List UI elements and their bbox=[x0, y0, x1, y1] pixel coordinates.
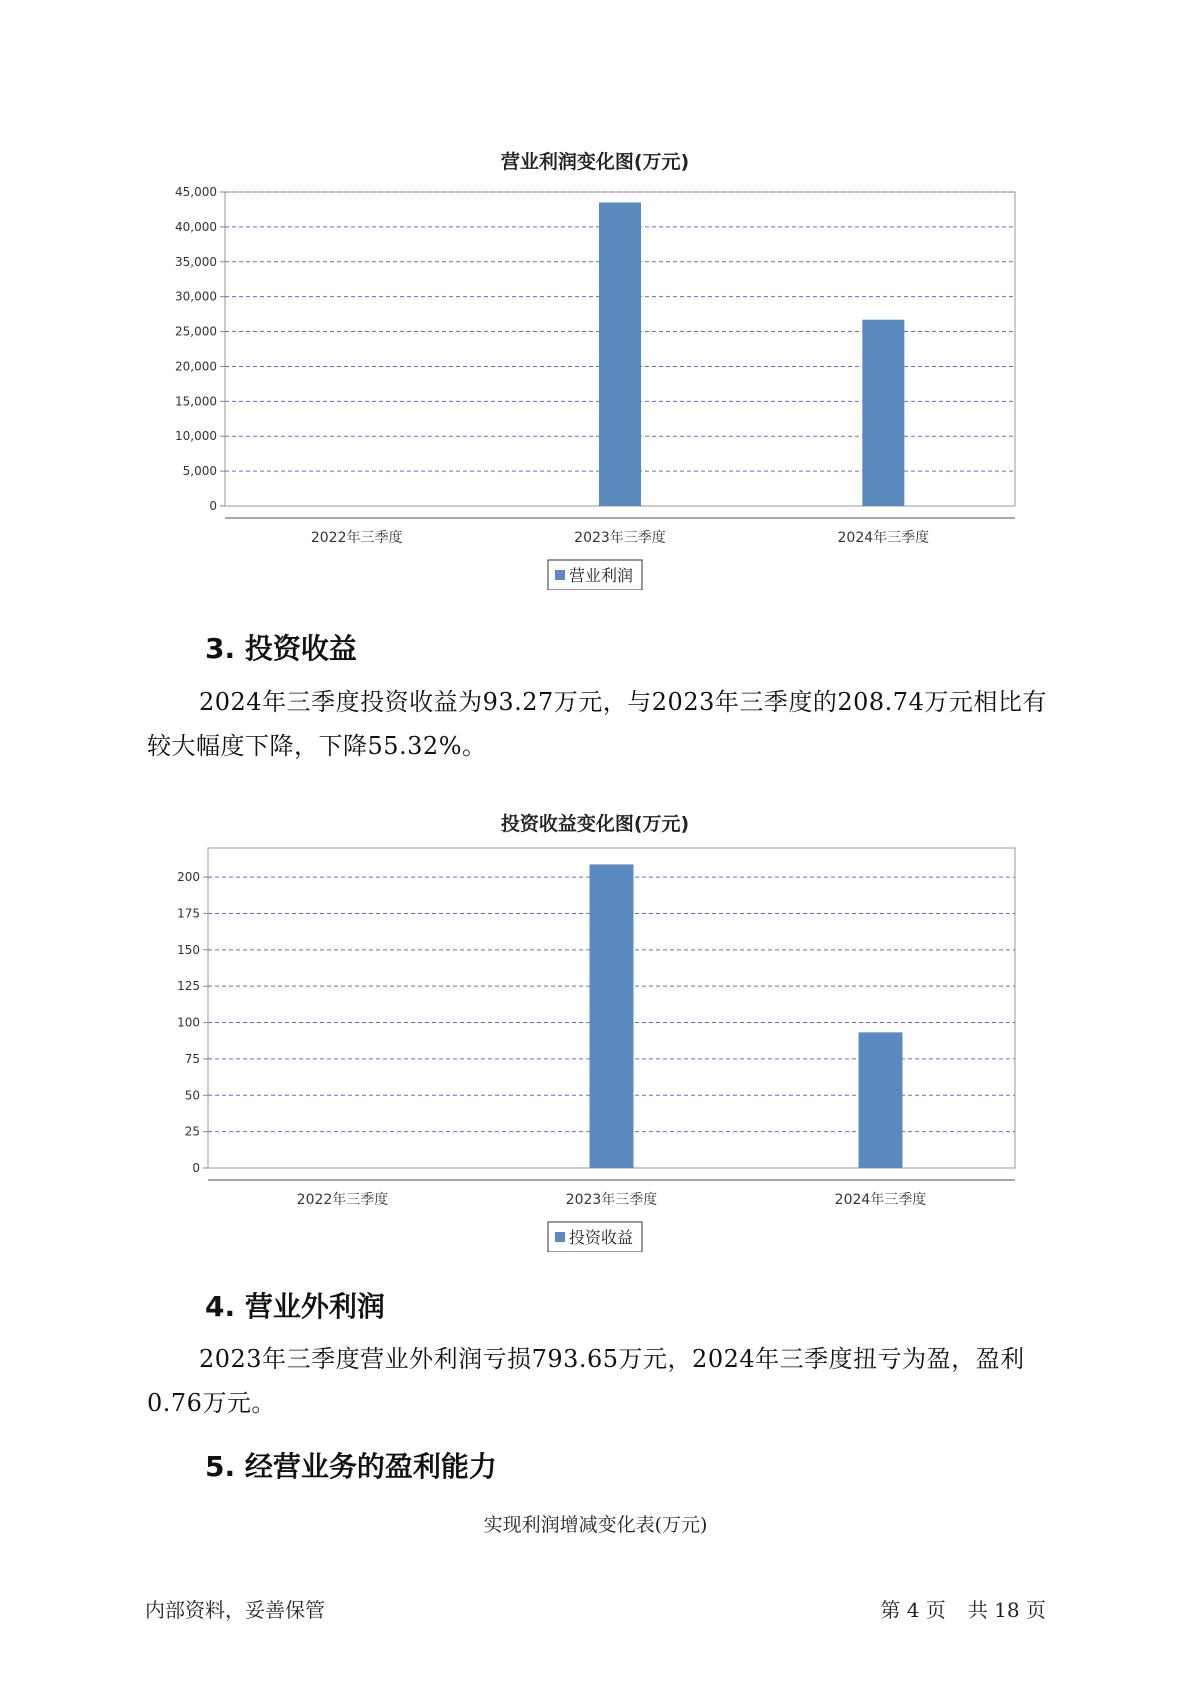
y-tick-label: 150 bbox=[177, 942, 200, 957]
section-4-heading: 4. 营业外利润 bbox=[205, 1290, 385, 1323]
y-tick-label: 175 bbox=[177, 906, 200, 921]
footer-page-info bbox=[880, 1594, 1046, 1623]
y-tick-label: 35,000 bbox=[175, 254, 217, 269]
legend-label: 营业利润 bbox=[569, 566, 634, 585]
bar bbox=[590, 864, 634, 1168]
section-4-paragraph: 2023年三季度营业外利润亏损793.65万元，2024年三季度扭亏为盈，盈利0.76万元。 bbox=[147, 1345, 1025, 1417]
section-3-paragraph: 2024年三季度投资收益为93.27万元，与2023年三季度的208.74万元相比有较大幅度下降，下降55.32%。 bbox=[147, 688, 1047, 760]
legend-swatch bbox=[555, 570, 565, 580]
bar bbox=[859, 1032, 903, 1168]
y-tick-label: 200 bbox=[177, 870, 200, 885]
y-tick-label: 15,000 bbox=[175, 394, 217, 409]
y-tick-label: 100 bbox=[177, 1015, 200, 1030]
x-tick-label: 2022年三季度 bbox=[310, 530, 403, 546]
y-tick-label: 50 bbox=[184, 1088, 200, 1103]
chart-title: 投资收益变化图(万元) bbox=[500, 813, 690, 835]
section-3-heading: 3. 投资收益 bbox=[205, 632, 357, 665]
footer-confidential-note: 内部资料，妥善保管 bbox=[145, 1598, 325, 1622]
y-tick-label: 5,000 bbox=[182, 464, 217, 479]
y-tick-label: 125 bbox=[177, 979, 200, 994]
y-tick-label: 0 bbox=[192, 1161, 200, 1175]
y-tick-label: 75 bbox=[184, 1051, 200, 1066]
section-5-heading: 5. 经营业务的盈利能力 bbox=[205, 1450, 497, 1483]
y-tick-label: 30,000 bbox=[175, 289, 217, 304]
x-tick-label: 2022年三季度 bbox=[296, 1192, 389, 1208]
bar bbox=[862, 320, 904, 506]
operating-profit-chart-svg bbox=[0, 140, 1191, 590]
legend-swatch bbox=[555, 1232, 565, 1242]
investment-income-chart bbox=[0, 802, 1191, 1252]
operating-profit-chart bbox=[0, 140, 1191, 590]
bar bbox=[599, 202, 641, 506]
y-tick-label: 25 bbox=[184, 1124, 200, 1139]
table-caption: 实现利润增减变化表(万元) bbox=[483, 1514, 708, 1536]
x-tick-label: 2023年三季度 bbox=[565, 1192, 658, 1208]
footer-total-pages: 共 18 页 bbox=[967, 1598, 1046, 1622]
x-tick-label: 2024年三季度 bbox=[834, 1192, 927, 1208]
x-tick-label: 2023年三季度 bbox=[574, 530, 666, 546]
chart-title: 营业利润变化图(万元) bbox=[500, 151, 690, 173]
footer-page-number: 第 4 页 bbox=[880, 1598, 946, 1622]
y-tick-label: 10,000 bbox=[175, 429, 217, 444]
y-tick-label: 45,000 bbox=[175, 185, 217, 199]
x-tick-label: 2024年三季度 bbox=[837, 530, 930, 546]
investment-income-chart-svg bbox=[0, 802, 1191, 1252]
y-tick-label: 25,000 bbox=[175, 324, 217, 339]
y-tick-label: 20,000 bbox=[175, 359, 217, 374]
y-tick-label: 0 bbox=[209, 499, 217, 513]
y-tick-label: 40,000 bbox=[175, 219, 217, 234]
legend-label: 投资收益 bbox=[569, 1228, 634, 1247]
